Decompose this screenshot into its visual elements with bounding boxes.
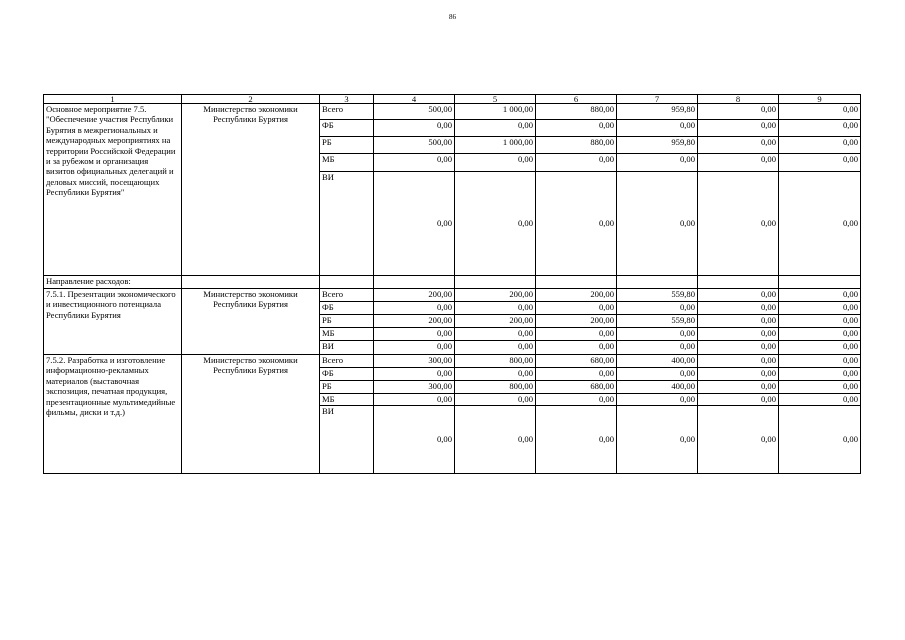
amount-cell: 0,00: [779, 368, 861, 381]
amount-cell: 0,00: [455, 172, 536, 276]
amount-cell: 500,00: [374, 104, 455, 120]
funding-source: Всего: [320, 104, 374, 120]
amount-cell: 0,00: [617, 172, 698, 276]
amount-cell: 0,00: [779, 394, 861, 406]
funding-source: МБ: [320, 154, 374, 172]
funding-source: МБ: [320, 394, 374, 406]
amount-cell: 0,00: [779, 104, 861, 120]
amount-cell: 0,00: [536, 341, 617, 355]
activity-name: 7.5.2. Разработка и изготовление информационно-рекламных материалов (выставочная экспозиция, печатная продукция, презентационные мультимедийные фильмы, диски и т.д.): [44, 355, 182, 474]
amount-cell: 0,00: [698, 328, 779, 341]
amount-cell: 0,00: [698, 368, 779, 381]
column-number: 1: [44, 95, 182, 104]
amount-cell: 0,00: [617, 154, 698, 172]
column-number: 8: [698, 95, 779, 104]
amount-cell: 0,00: [617, 120, 698, 137]
amount-cell: 0,00: [698, 381, 779, 394]
column-number: 2: [182, 95, 320, 104]
amount-cell: 0,00: [536, 406, 617, 474]
column-number: 3: [320, 95, 374, 104]
activity-name: Основное мероприятие 7.5. "Обеспечение участия Республики Бурятия в межрегиональных и международных мероприятиях на территории Российской Федерации и за рубежом и организация визитов официальных делегаций и деловых миссий, посещающих Республики Бурятия": [44, 104, 182, 276]
amount-cell: 0,00: [455, 328, 536, 341]
amount-cell: 0,00: [698, 137, 779, 154]
funding-source: МБ: [320, 328, 374, 341]
responsible-org: Министерство экономики Республики Бурятия: [182, 289, 320, 355]
amount-cell: 0,00: [698, 104, 779, 120]
amount-cell: 959,80: [617, 104, 698, 120]
amount-cell: 680,00: [536, 381, 617, 394]
amount-cell: 200,00: [536, 289, 617, 302]
amount-cell: 0,00: [455, 368, 536, 381]
amount-cell: 0,00: [374, 368, 455, 381]
funding-source: ВИ: [320, 172, 374, 276]
section-label: Направление расходов:: [44, 276, 182, 289]
amount-cell: 200,00: [536, 315, 617, 328]
funding-source: ВИ: [320, 341, 374, 355]
funding-source: РБ: [320, 137, 374, 154]
amount-cell: 0,00: [374, 172, 455, 276]
amount-cell: 0,00: [455, 341, 536, 355]
amount-cell: 0,00: [374, 328, 455, 341]
amount-cell: 0,00: [779, 341, 861, 355]
table-row: [44, 289, 861, 302]
amount-cell: 0,00: [455, 302, 536, 315]
column-number: 5: [455, 95, 536, 104]
budget-table: [43, 94, 861, 474]
amount-cell: 300,00: [374, 355, 455, 368]
amount-cell: 0,00: [536, 328, 617, 341]
amount-cell: 0,00: [779, 406, 861, 474]
column-number: 7: [617, 95, 698, 104]
amount-cell: 0,00: [698, 120, 779, 137]
amount-cell: 0,00: [698, 172, 779, 276]
funding-source: ФБ: [320, 302, 374, 315]
amount-cell: 300,00: [374, 381, 455, 394]
funding-source: Всего: [320, 355, 374, 368]
column-number-row: [44, 95, 861, 104]
amount-cell: 200,00: [374, 289, 455, 302]
column-number: 4: [374, 95, 455, 104]
amount-cell: 0,00: [374, 120, 455, 137]
amount-cell: 0,00: [698, 154, 779, 172]
table-row: [44, 104, 861, 120]
amount-cell: 0,00: [455, 120, 536, 137]
activity-name: 7.5.1. Презентации экономического и инвестиционного потенциала Республики Бурятия: [44, 289, 182, 355]
amount-cell: 800,00: [455, 381, 536, 394]
funding-source: ВИ: [320, 406, 374, 474]
amount-cell: 0,00: [617, 406, 698, 474]
amount-cell: 0,00: [779, 315, 861, 328]
amount-cell: 0,00: [455, 154, 536, 172]
amount-cell: 0,00: [455, 406, 536, 474]
amount-cell: 0,00: [374, 154, 455, 172]
table-row: [44, 276, 861, 289]
amount-cell: 500,00: [374, 137, 455, 154]
amount-cell: 0,00: [617, 394, 698, 406]
amount-cell: 800,00: [455, 355, 536, 368]
column-number: 9: [779, 95, 861, 104]
amount-cell: 0,00: [374, 341, 455, 355]
amount-cell: 200,00: [455, 315, 536, 328]
amount-cell: 400,00: [617, 381, 698, 394]
amount-cell: 0,00: [536, 154, 617, 172]
page-number: 86: [449, 13, 456, 21]
column-number: 6: [536, 95, 617, 104]
amount-cell: 0,00: [536, 172, 617, 276]
amount-cell: 200,00: [374, 315, 455, 328]
amount-cell: 0,00: [536, 394, 617, 406]
amount-cell: 880,00: [536, 137, 617, 154]
amount-cell: 0,00: [779, 172, 861, 276]
amount-cell: 0,00: [698, 394, 779, 406]
amount-cell: 0,00: [779, 302, 861, 315]
amount-cell: 1 000,00: [455, 104, 536, 120]
amount-cell: 0,00: [374, 302, 455, 315]
responsible-org: Министерство экономики Республики Бурятия: [182, 355, 320, 474]
amount-cell: 0,00: [779, 381, 861, 394]
amount-cell: 680,00: [536, 355, 617, 368]
amount-cell: 0,00: [698, 315, 779, 328]
amount-cell: 200,00: [455, 289, 536, 302]
amount-cell: 1 000,00: [455, 137, 536, 154]
table-row: [44, 355, 861, 368]
amount-cell: 0,00: [698, 302, 779, 315]
amount-cell: 0,00: [779, 355, 861, 368]
amount-cell: 0,00: [779, 137, 861, 154]
amount-cell: 0,00: [374, 394, 455, 406]
amount-cell: 0,00: [617, 341, 698, 355]
amount-cell: 0,00: [779, 154, 861, 172]
amount-cell: 0,00: [779, 120, 861, 137]
funding-source: ФБ: [320, 368, 374, 381]
amount-cell: 0,00: [698, 406, 779, 474]
amount-cell: 559,80: [617, 289, 698, 302]
amount-cell: 0,00: [536, 368, 617, 381]
amount-cell: 959,80: [617, 137, 698, 154]
amount-cell: 0,00: [617, 328, 698, 341]
amount-cell: 0,00: [617, 368, 698, 381]
amount-cell: 0,00: [455, 394, 536, 406]
amount-cell: 0,00: [536, 120, 617, 137]
amount-cell: 0,00: [779, 289, 861, 302]
amount-cell: 0,00: [698, 289, 779, 302]
funding-source: РБ: [320, 381, 374, 394]
amount-cell: 0,00: [617, 302, 698, 315]
funding-source: Всего: [320, 289, 374, 302]
amount-cell: 0,00: [698, 341, 779, 355]
funding-source: РБ: [320, 315, 374, 328]
amount-cell: 0,00: [536, 302, 617, 315]
amount-cell: 880,00: [536, 104, 617, 120]
funding-source: ФБ: [320, 120, 374, 137]
responsible-org: Министерство экономики Республики Бурятия: [182, 104, 320, 276]
amount-cell: 0,00: [698, 355, 779, 368]
amount-cell: 0,00: [779, 328, 861, 341]
amount-cell: 559,80: [617, 315, 698, 328]
amount-cell: 0,00: [374, 406, 455, 474]
amount-cell: 400,00: [617, 355, 698, 368]
